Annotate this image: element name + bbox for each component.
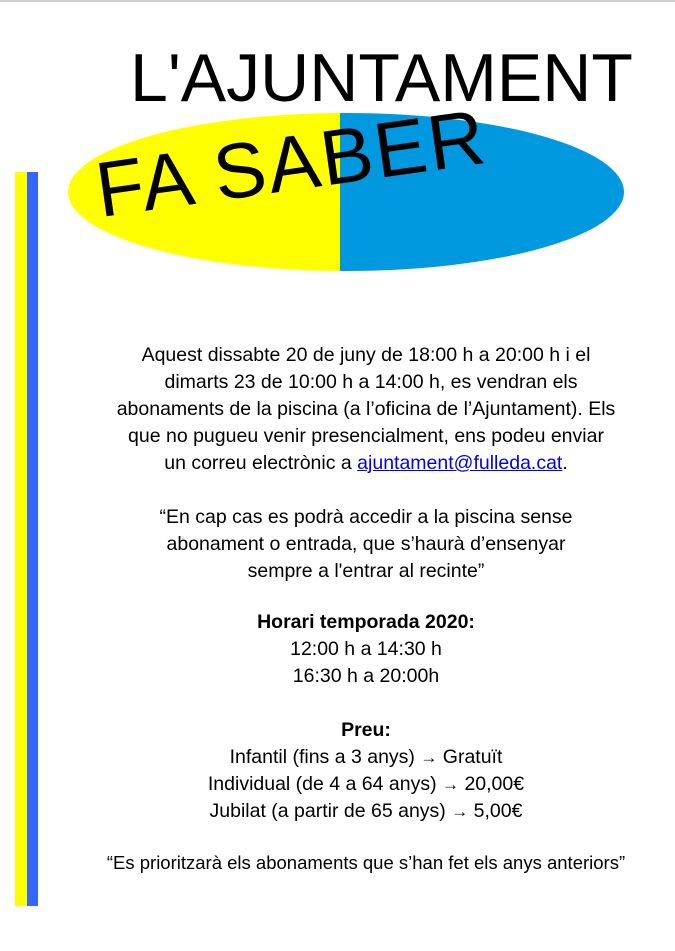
announcement-paragraph <box>50 342 675 477</box>
side-bar-yellow <box>15 172 27 906</box>
schedule-title: Horari temporada 2020: <box>257 611 475 633</box>
price-item <box>50 771 675 798</box>
price-label: Infantil (fins a 3 anys) <box>229 746 415 768</box>
price-label: Jubilat (a partir de 65 anys) <box>209 800 446 822</box>
quote-paragraph <box>50 504 675 585</box>
arrow-right-icon: → <box>420 748 438 767</box>
price-value: 20,00€ <box>464 773 525 795</box>
priority-note: “Es prioritzarà els abonaments que s’han fet els anys anteriors” <box>106 852 626 873</box>
announcement-line-1: Aquest dissabte 20 de juny de 18:00 h a 20:00 h i el <box>141 344 591 366</box>
announcement-line-4: que no pugueu venir presencialment, ens podeu enviar <box>128 425 604 447</box>
quote-line-2: abonament o entrada, que s’haurà d’ensenyar <box>166 533 566 555</box>
heading-ajuntament: L'AJUNTAMENT <box>130 40 633 116</box>
announcement-line-3: abonaments de la piscina (a l’oficina de l’Ajuntament). Els <box>116 398 616 420</box>
side-bar-blue <box>27 172 38 906</box>
notice-body <box>50 342 675 876</box>
quote-line-1: “En cap cas es podrà accedir a la piscina sense <box>159 506 573 528</box>
arrow-right-icon: → <box>442 775 460 794</box>
price-value: Gratuït <box>442 746 503 768</box>
arrow-right-icon: → <box>451 802 469 821</box>
announcement-line-5-suffix: . <box>562 452 568 474</box>
announcement-line-5-prefix: un correu electrònic a <box>164 452 358 474</box>
heading-fa-saber: FA SABER <box>90 92 492 234</box>
price-item <box>50 798 675 825</box>
announcement-line-2: dimarts 23 de 10:00 h a 14:00 h, es vendran els <box>164 371 578 393</box>
price-label: Individual (de 4 a 64 anys) <box>207 773 437 795</box>
schedule-slot: 16:30 h a 20:00h <box>292 665 440 687</box>
price-item <box>50 744 675 771</box>
top-divider <box>0 0 675 2</box>
email-link[interactable]: ajuntament@fulleda.cat <box>357 452 563 474</box>
price-value: 5,00€ <box>473 800 523 822</box>
quote-line-3: sempre a l'entrar al recinte” <box>247 560 485 582</box>
schedule-slot: 12:00 h a 14:30 h <box>290 638 442 660</box>
prices-title: Preu: <box>341 719 391 741</box>
